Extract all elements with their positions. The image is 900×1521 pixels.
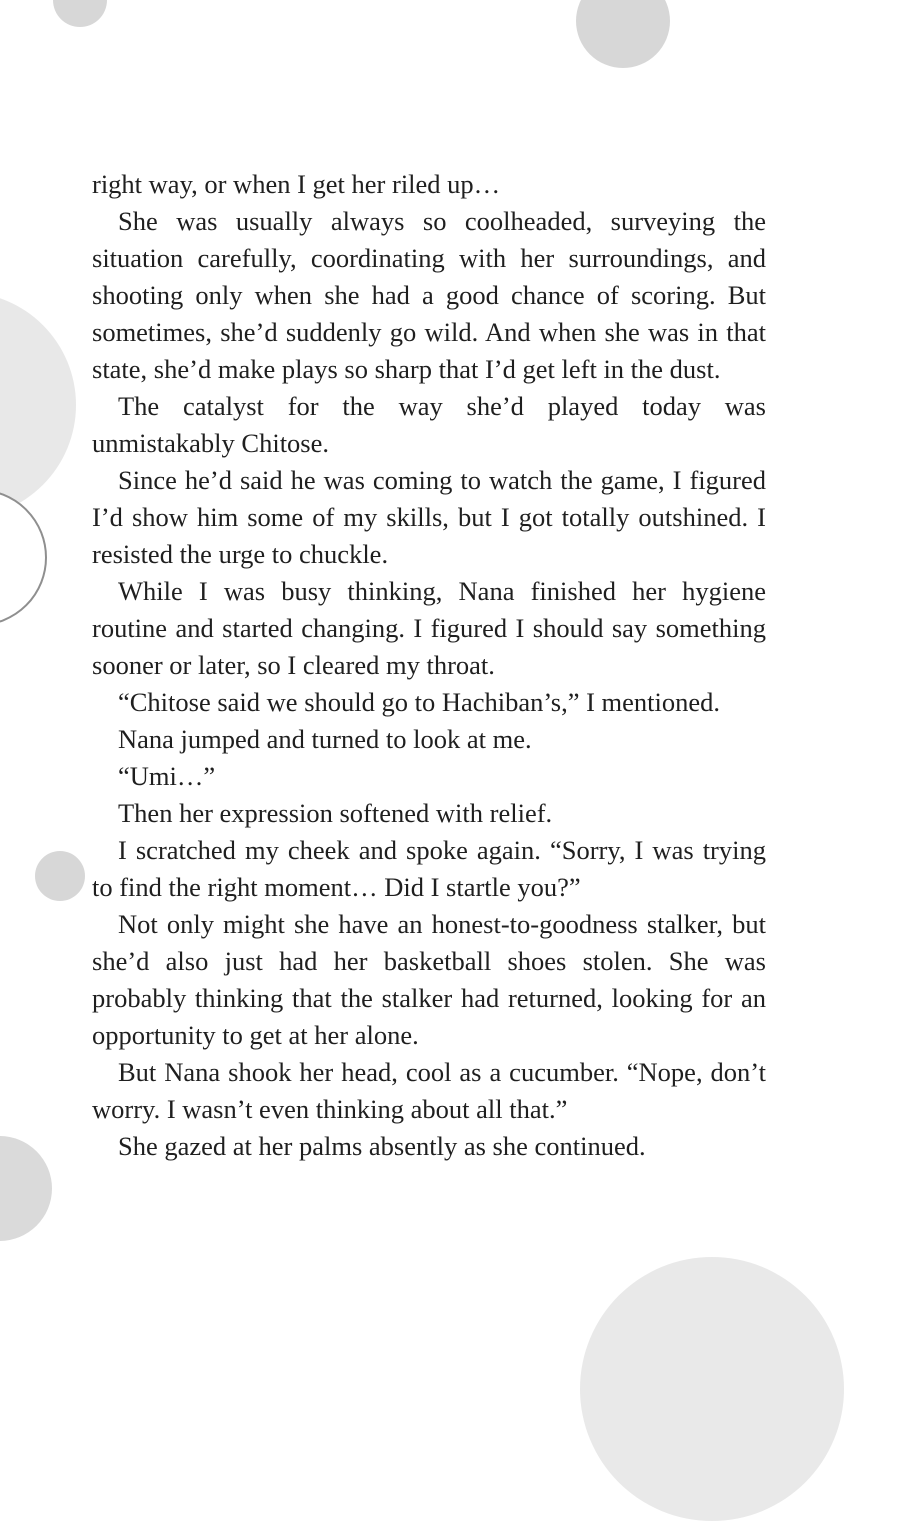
decorative-circle-bottom-left-icon xyxy=(0,1136,52,1241)
decorative-circle-left-large-icon xyxy=(0,292,76,518)
paragraph: While I was busy thinking, Nana finished her hygiene routine and started changing. I figured I should say something sooner or later, so I cleared my throat. xyxy=(92,576,766,680)
paragraph: Nana jumped and turned to look at me. xyxy=(118,724,532,754)
decorative-circle-top-right-icon xyxy=(576,0,670,68)
decorative-circle-top-left-icon xyxy=(53,0,107,27)
decorative-circle-left-small-icon xyxy=(35,851,85,901)
paragraph: The catalyst for the way she’d played today was unmistakably Chitose. xyxy=(92,391,766,458)
paragraph: right way, or when I get her riled up… xyxy=(92,169,501,199)
paragraph: She gazed at her palms absently as she continued. xyxy=(118,1131,646,1161)
paragraph: Since he’d said he was coming to watch the game, I figured I’d show him some of my skills, but I got totally outshined. I resisted the urge to chuckle. xyxy=(92,465,766,569)
paragraph: “Umi…” xyxy=(118,761,216,791)
paragraph: Not only might she have an honest-to-goodness stalker, but she’d also just had her basketball shoes stolen. She was probably thinking that the stalker had returned, looking for an opportunity to get at her alone. xyxy=(92,909,766,1050)
paragraph: She was usually always so coolheaded, surveying the situation carefully, coordinating with her surroundings, and shooting only when she had a good chance of scoring. But sometimes, she’d suddenly go wild. And when she was in that state, she’d make plays so sharp that I’d get left in the dust. xyxy=(92,206,766,384)
decorative-circle-left-outlined-icon xyxy=(0,489,47,626)
paragraph: “Chitose said we should go to Hachiban’s,” I mentioned. xyxy=(118,687,721,717)
decorative-circle-bottom-right-icon xyxy=(580,1257,844,1521)
paragraph: Then her expression softened with relief. xyxy=(118,798,553,828)
paragraph: I scratched my cheek and spoke again. “Sorry, I was trying to find the right moment… Did I startle you?” xyxy=(92,835,766,902)
book-text-block xyxy=(92,166,766,1165)
paragraph: But Nana shook her head, cool as a cucumber. “Nope, don’t worry. I wasn’t even thinking about all that.” xyxy=(92,1057,766,1124)
